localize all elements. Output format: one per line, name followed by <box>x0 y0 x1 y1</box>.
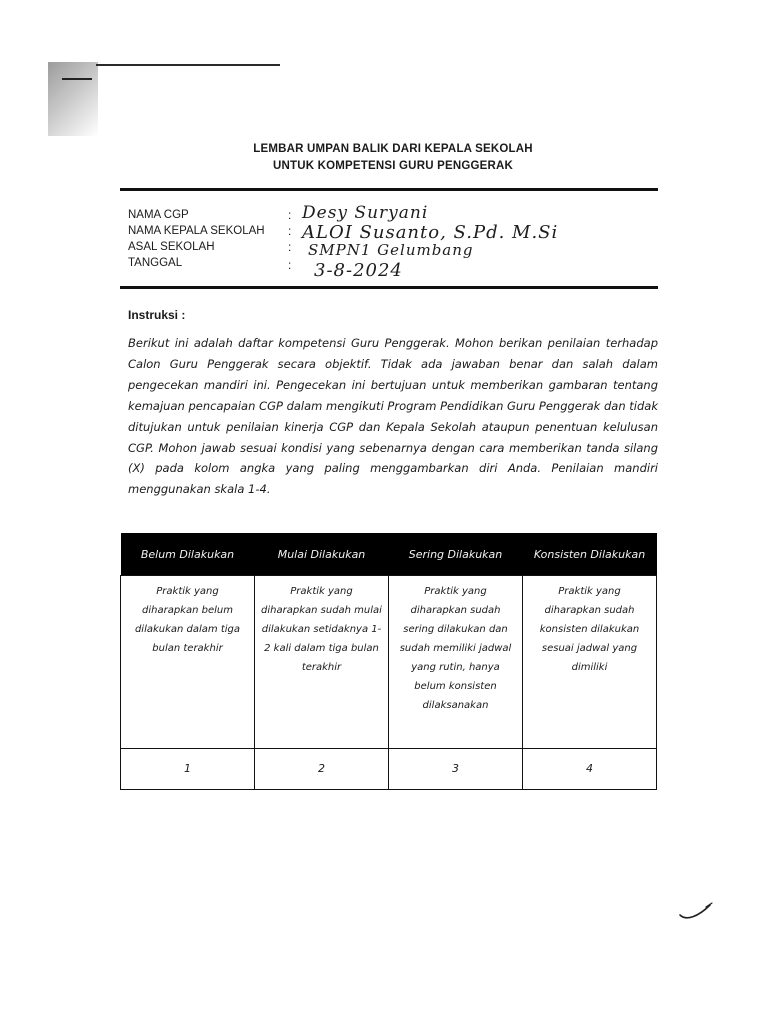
colon-asal-sekolah: : <box>288 240 292 254</box>
divider-top <box>120 188 658 191</box>
divider-bottom <box>120 286 658 289</box>
label-nama-cgp: NAMA CGP <box>128 209 189 221</box>
value-nama-cgp: Desy Suryani <box>302 203 429 223</box>
scale-number-3[interactable]: 3 <box>389 748 523 789</box>
colon-tanggal: : <box>288 258 292 272</box>
scale-description-1: Praktik yang diharapkan belum dilakukan dalam tiga bulan terakhir <box>121 576 255 748</box>
label-asal-sekolah: ASAL SEKOLAH <box>128 241 215 253</box>
scale-description-4: Praktik yang diharapkan sudah konsisten dilakukan sesuai jadwal yang dimiliki <box>523 576 657 748</box>
scale-description-3: Praktik yang diharapkan sudah sering dilakukan dan sudah memiliki jadwal yang rutin, hanya belum konsisten dilaksanakan <box>389 576 523 748</box>
instructions-body: Berikut ini adalah daftar kompetensi Guru Penggerak. Mohon berikan penilaian terhadap Calon Guru Penggerak secara objektif. Tidak ada jawaban benar dan salah dalam pengecekan mandiri ini. Pengecekan ini bertujuan untuk memberikan gambaran tentang kemajuan pencapaian CGP dalam mengikuti Program Pendidikan Guru Penggerak dan tidak ditujukan untuk penilaian kinerja CGP dan Kepala Sekolah ataupun penentuan kelulusan CGP. Mohon jawab sesuai kondisi yang sebenarnya dengan cara memberikan tanda silang (X) pada kolom angka yang paling menggambarkan diri Anda. Penilaian mandiri menggunakan skala 1-4. <box>128 336 658 497</box>
scale-header-4: Konsisten Dilakukan <box>523 533 657 576</box>
scale-number-4[interactable]: 4 <box>523 748 657 789</box>
label-tanggal: TANGGAL <box>128 257 183 269</box>
scale-number-1[interactable]: 1 <box>121 748 255 789</box>
rating-scale-table <box>120 533 657 790</box>
value-asal-sekolah: SMPN1 Gelumbang <box>308 241 474 259</box>
colon-nama-cgp: : <box>288 208 292 222</box>
scale-header-2: Mulai Dilakukan <box>255 533 389 576</box>
scale-number-row <box>121 748 657 789</box>
label-nama-kepala-sekolah: NAMA KEPALA SEKOLAH <box>128 225 265 237</box>
document-title-line2: UNTUK KOMPETENSI GURU PENGGERAK <box>272 160 514 172</box>
value-tanggal: 3-8-2024 <box>314 260 403 281</box>
scan-edge-line <box>96 64 280 66</box>
scale-header-3: Sering Dilakukan <box>389 533 523 576</box>
scan-mark <box>62 78 92 80</box>
scale-number-2[interactable]: 2 <box>255 748 389 789</box>
pen-mark <box>676 899 716 923</box>
scale-description-2: Praktik yang diharapkan sudah mulai dilakukan setidaknya 1-2 kali dalam tiga bulan terakhir <box>255 576 389 748</box>
scan-shadow <box>48 62 98 136</box>
scale-header-row <box>121 533 657 576</box>
scale-header-1: Belum Dilakukan <box>121 533 255 576</box>
colon-nama-kepala-sekolah: : <box>288 224 292 238</box>
scale-description-row <box>121 576 657 748</box>
instructions-title: Instruksi : <box>128 308 186 322</box>
document-title-line1: LEMBAR UMPAN BALIK DARI KEPALA SEKOLAH <box>253 143 533 155</box>
value-nama-kepala-sekolah: ALOI Susanto, S.Pd. M.Si <box>302 222 559 243</box>
